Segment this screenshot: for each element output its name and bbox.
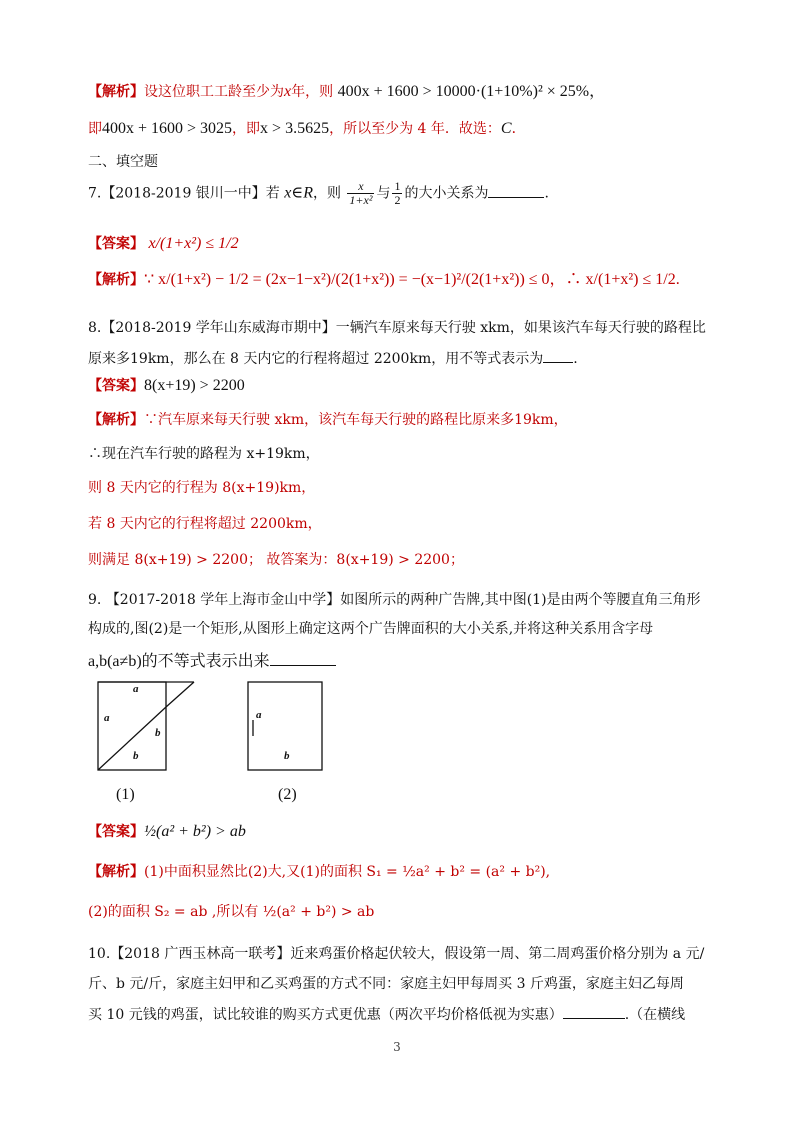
billboard-figure-1 [96,680,196,772]
solution-text: ，所以至少为 4 年．故选： [329,121,501,137]
question-text: 7.【2018-2019 银川一中】若 [88,185,280,202]
question-text: 买 10 元钱的鸡蛋，试比较谁的购买方式更优惠（两次平均价格低视为实惠） [88,1007,563,1023]
solution-text: ，即 [232,121,261,137]
q6-solution-line2 [88,119,526,139]
answer-math: x/(1+x²) ≤ 1/2 [148,235,239,252]
solution-tag: 【解析】 [88,412,144,428]
fig1-label-b-bottom: b [133,750,139,762]
q7-solution [88,270,680,290]
q8-solution-4: 若 8 天内它的行程将超过 2200km， [88,516,322,532]
question-text: 原来多19km，那么在 8 天内它的行程将超过 2200km，用不等式表示为 [88,351,544,367]
solution-tag: 【解析】 [88,84,144,100]
question-8-line2 [88,348,578,369]
answer-math: ½(a² + b²) > ab [144,823,246,840]
condition: x∈R [284,184,313,202]
solution-text: 即 [88,121,102,137]
answer-tag: 【答案】 [88,378,144,394]
figure-2-caption: (2) [278,786,297,803]
answer-choice: C [500,120,512,137]
q7-answer [88,234,239,254]
question-10-line3 [88,1004,685,1025]
fraction: $\frac{x}{\text{1+x²}}$ [349,179,373,207]
section-heading: 二、填空题 [88,154,158,170]
q6-solution-line1 [88,82,605,102]
question-8-line1: 8.【2018-2019 学年山东威海市期中】一辆汽车原来每天行驶 xkm，如果该汽车每天行驶的路程比 [88,320,706,336]
page-number: 3 [393,1040,401,1054]
solution-text: 设这位职工工龄至少为 [144,84,284,100]
answer-math: 8(x+19) > 2200 [144,377,245,394]
solution-text: ． [511,121,526,137]
question-9-line2: 构成的,图(2)是一个矩形,从图形上确定这两个广告牌面积的大小关系,并将这种关系用含字母 [88,621,654,637]
punctuation: . [544,185,549,202]
inequality: 400x + 1600 > 10000·(1+10%)² × 25%， [337,83,606,100]
answer-tag: 【答案】 [88,824,144,840]
punctuation: . [573,351,578,367]
answer-blank [488,183,544,198]
solution-math: ∵ x/(1+x²) − 1/2 = (2x−1−x²)/(2(1+x²)) = −(x−1)²/(2(1+x²)) ≤ 0，∴ x/(1+x²) ≤ 1/2. [144,271,680,288]
fraction-half: $\frac{1}{2}$ [394,179,401,207]
fig1-label-a-left: a [104,712,110,724]
q8-solution-1 [88,410,568,430]
figure-1-caption: (1) [116,786,135,803]
question-7 [88,180,549,207]
solution-tag: 【解析】 [88,272,144,288]
q9-solution-2: (2)的面积 S₂ = ab ,所以有 ½(a² + b²) > ab [88,904,375,920]
inequality: 400x + 1600 > 3025 [102,120,233,137]
inequality: x > 3.5625 [260,120,330,137]
solution-tag: 【解析】 [88,864,144,880]
fig2-label-b: b [284,750,290,762]
answer-blank [270,651,336,666]
fig1-label-b-right: b [155,727,161,739]
fig2-label-a: a [256,709,262,721]
fig1-label-a-top: a [133,683,139,695]
question-9-line1: 9. 【2017-2018 学年上海市金山中学】如图所示的两种广告牌,其中图(1)是由两个等腰直角三角形 [88,592,701,608]
question-text: ，则 [312,185,341,202]
solution-text: ∵汽车原来每天行驶 xkm，该汽车每天行驶的路程比原来多19km， [144,412,568,428]
question-9-line3 [88,651,336,672]
q9-answer [88,822,246,842]
answer-blank [543,348,573,363]
question-10-line1: 10.【2018 广西玉林高一联考】近来鸡蛋价格起伏较大，假设第一周、第二周鸡蛋价格分别为 a 元/ [88,946,705,962]
question-10-line2: 斤、b 元/斤，家庭主妇甲和乙买鸡蛋的方式不同：家庭主妇甲每周买 3 斤鸡蛋，家庭主妇乙每周 [88,976,684,992]
q8-answer [88,376,245,396]
question-text: .（在横线 [624,1007,686,1023]
q9-solution-1 [88,862,550,882]
answer-tag: 【答案】 [88,236,144,252]
solution-text: 年，则 [291,84,334,100]
q8-solution-3: 则 8 天内它的行程为 8(x+19)km， [88,480,316,496]
solution-text: (1)中面积显然比(2)大,又(1)的面积 S₁ = ½a² + b² = (a² + b²), [144,864,551,880]
question-text: a,b(a≠b)的不等式表示出来 [88,653,270,670]
question-text: 与 [376,185,391,202]
variable-x: x [284,83,292,100]
answer-blank [563,1004,625,1019]
q8-solution-5: 则满足 8(x+19) > 2200； 故答案为：8(x+19) > 2200； [88,552,464,568]
q8-solution-2: ∴现在汽车行驶的路程为 x+19km， [88,446,320,462]
question-text: 的大小关系为 [404,185,489,202]
